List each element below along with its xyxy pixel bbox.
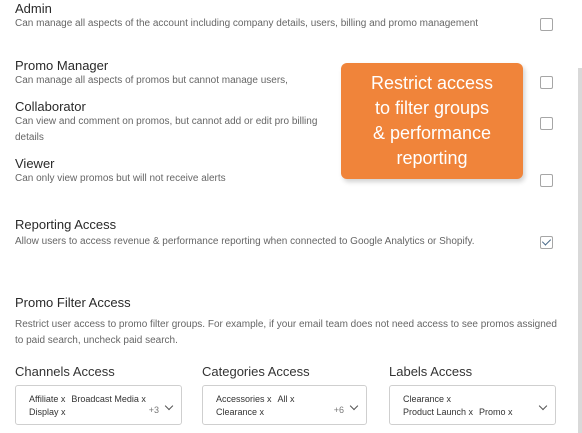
more-count: +3 [148,405,159,415]
selected-tags [216,394,301,404]
selected-tags [29,394,152,404]
scrollbar[interactable] [578,68,582,433]
tag-broadcast-media[interactable]: Broadcast Media x [71,394,146,404]
tag-all[interactable]: All x [277,394,295,404]
collaborator-checkbox[interactable] [540,117,553,130]
admin-checkbox[interactable] [540,18,553,31]
categories-access-label: Categories Access [202,364,310,379]
role-description: Can only view promos but will not receive alerts [15,173,226,184]
chevron-down-icon[interactable] [539,402,547,410]
callout-line: Restrict access [370,73,494,93]
tag-promo[interactable]: Promo x [479,407,513,417]
selected-tags [29,407,72,417]
role-title: Viewer [15,156,55,171]
chevron-down-icon[interactable] [350,402,358,410]
callout-line: reporting [396,148,468,168]
tag-clearance[interactable]: Clearance x [403,394,452,404]
chevron-down-icon[interactable] [165,402,173,410]
role-description: Can view and comment on promos, but cannot add or edit pro billing details [15,116,318,143]
reporting-access-title: Reporting Access [15,217,117,232]
tag-accessories[interactable]: Accessories x [216,394,272,404]
promo-manager-checkbox[interactable] [540,76,553,89]
labels-access-label: Labels Access [389,364,473,379]
reporting-access-description: Allow users to access revenue & performance reporting when connected to Google Analytics or Shopify. [15,236,475,247]
reporting-access-checkbox[interactable] [540,236,553,249]
role-title: Admin [15,1,52,16]
viewer-checkbox[interactable] [540,174,553,187]
channels-access-label: Channels Access [15,364,115,379]
callout-line: & performance [372,123,492,143]
promo-filter-access-title: Promo Filter Access [15,295,131,310]
selected-tags [216,407,270,417]
labels-access-select[interactable] [389,385,556,425]
callout-restrict-access [341,63,523,179]
promo-filter-access-description: Restrict user access to promo filter groups. For example, if your email team does not need access to see promos assigned to paid search, uncheck paid search. [15,319,557,346]
role-title: Promo Manager [15,58,109,73]
selected-tags [403,394,457,404]
role-description: Can manage all aspects of the account including company details, users, billing and promo management [15,18,479,29]
tag-affiliate[interactable]: Affiliate x [29,394,66,404]
tag-clearance[interactable]: Clearance x [216,407,265,417]
categories-access-select[interactable] [202,385,367,425]
role-admin [15,1,525,32]
tag-display[interactable]: Display x [29,407,66,417]
role-description: Can manage all aspects of promos but cannot manage users, [15,75,288,86]
channels-access-select[interactable] [15,385,182,425]
tag-product-launch[interactable]: Product Launch x [403,407,474,417]
callout-line: to filter groups [374,98,490,118]
selected-tags [403,407,519,417]
role-title: Collaborator [15,99,86,114]
more-count: +6 [333,405,344,415]
